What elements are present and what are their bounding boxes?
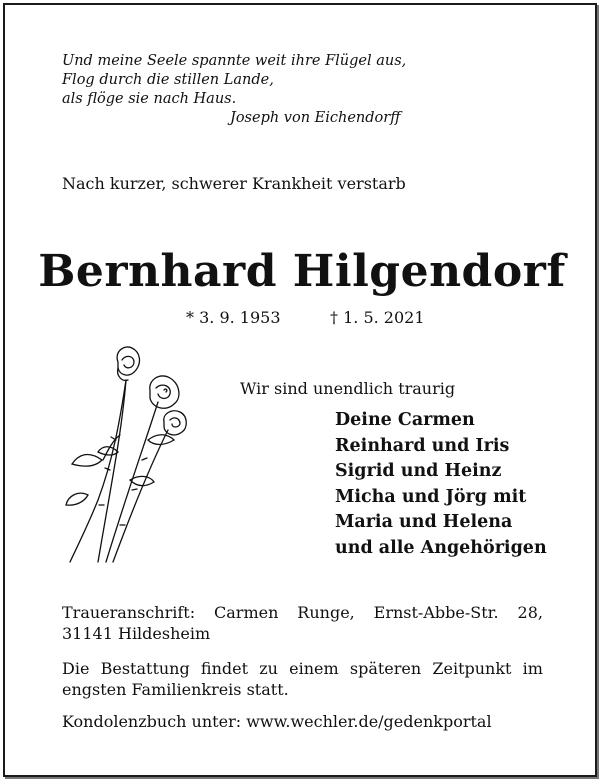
poem-author: Joseph von Eichendorff xyxy=(230,110,401,126)
mourner-line: Reinhard und Iris xyxy=(335,435,510,456)
address-city: 31141 Hildesheim xyxy=(62,624,211,643)
address-word: 28, xyxy=(517,603,543,622)
mourner-line: Micha und Jörg mit xyxy=(335,486,527,507)
address-word: Ernst-Abbe-Str. xyxy=(373,603,499,622)
mourner-line: Deine Carmen xyxy=(335,410,475,430)
mourning-address xyxy=(62,602,543,644)
mourner-line: Sigrid und Heinz xyxy=(335,461,502,481)
death-date: † 1. 5. 2021 xyxy=(330,308,425,327)
funeral-notice xyxy=(62,658,543,700)
mourners-list xyxy=(335,408,547,561)
poem-line: als flöge sie nach Haus. xyxy=(62,91,237,107)
funeral-word: findet xyxy=(200,659,249,678)
funeral-word: Zeitpunkt xyxy=(432,659,512,678)
grief-statement: Wir sind unendlich traurig xyxy=(240,379,456,398)
funeral-word: Bestattung xyxy=(100,659,190,678)
poem-line: Und meine Seele spannte weit ihre Flügel aus, xyxy=(62,53,407,69)
funeral-word: zu xyxy=(259,659,278,678)
funeral-word: einem xyxy=(289,659,339,678)
funeral-word: Die xyxy=(62,659,90,678)
funeral-line-2: engsten Familienkreis statt. xyxy=(62,680,289,699)
birth-date: * 3. 9. 1953 xyxy=(186,308,281,327)
funeral-word: späteren xyxy=(349,659,422,678)
poem-line: Flog durch die stillen Lande, xyxy=(62,72,274,88)
intro-text: Nach kurzer, schwerer Krankheit verstarb xyxy=(62,174,406,193)
deceased-name: Bernhard Hilgendorf xyxy=(38,246,566,297)
funeral-word: im xyxy=(522,659,543,678)
mourner-line: Maria und Helena xyxy=(335,512,513,532)
address-word: Traueranschrift: xyxy=(62,603,196,622)
roses-illustration xyxy=(58,340,198,570)
condolence-book-link: Kondolenzbuch unter: www.wechler.de/gedenkportal xyxy=(62,712,492,731)
poem xyxy=(62,52,406,128)
mourner-line: und alle Angehörigen xyxy=(335,537,547,558)
address-word: Carmen xyxy=(214,603,279,622)
address-word: Runge, xyxy=(297,603,355,622)
